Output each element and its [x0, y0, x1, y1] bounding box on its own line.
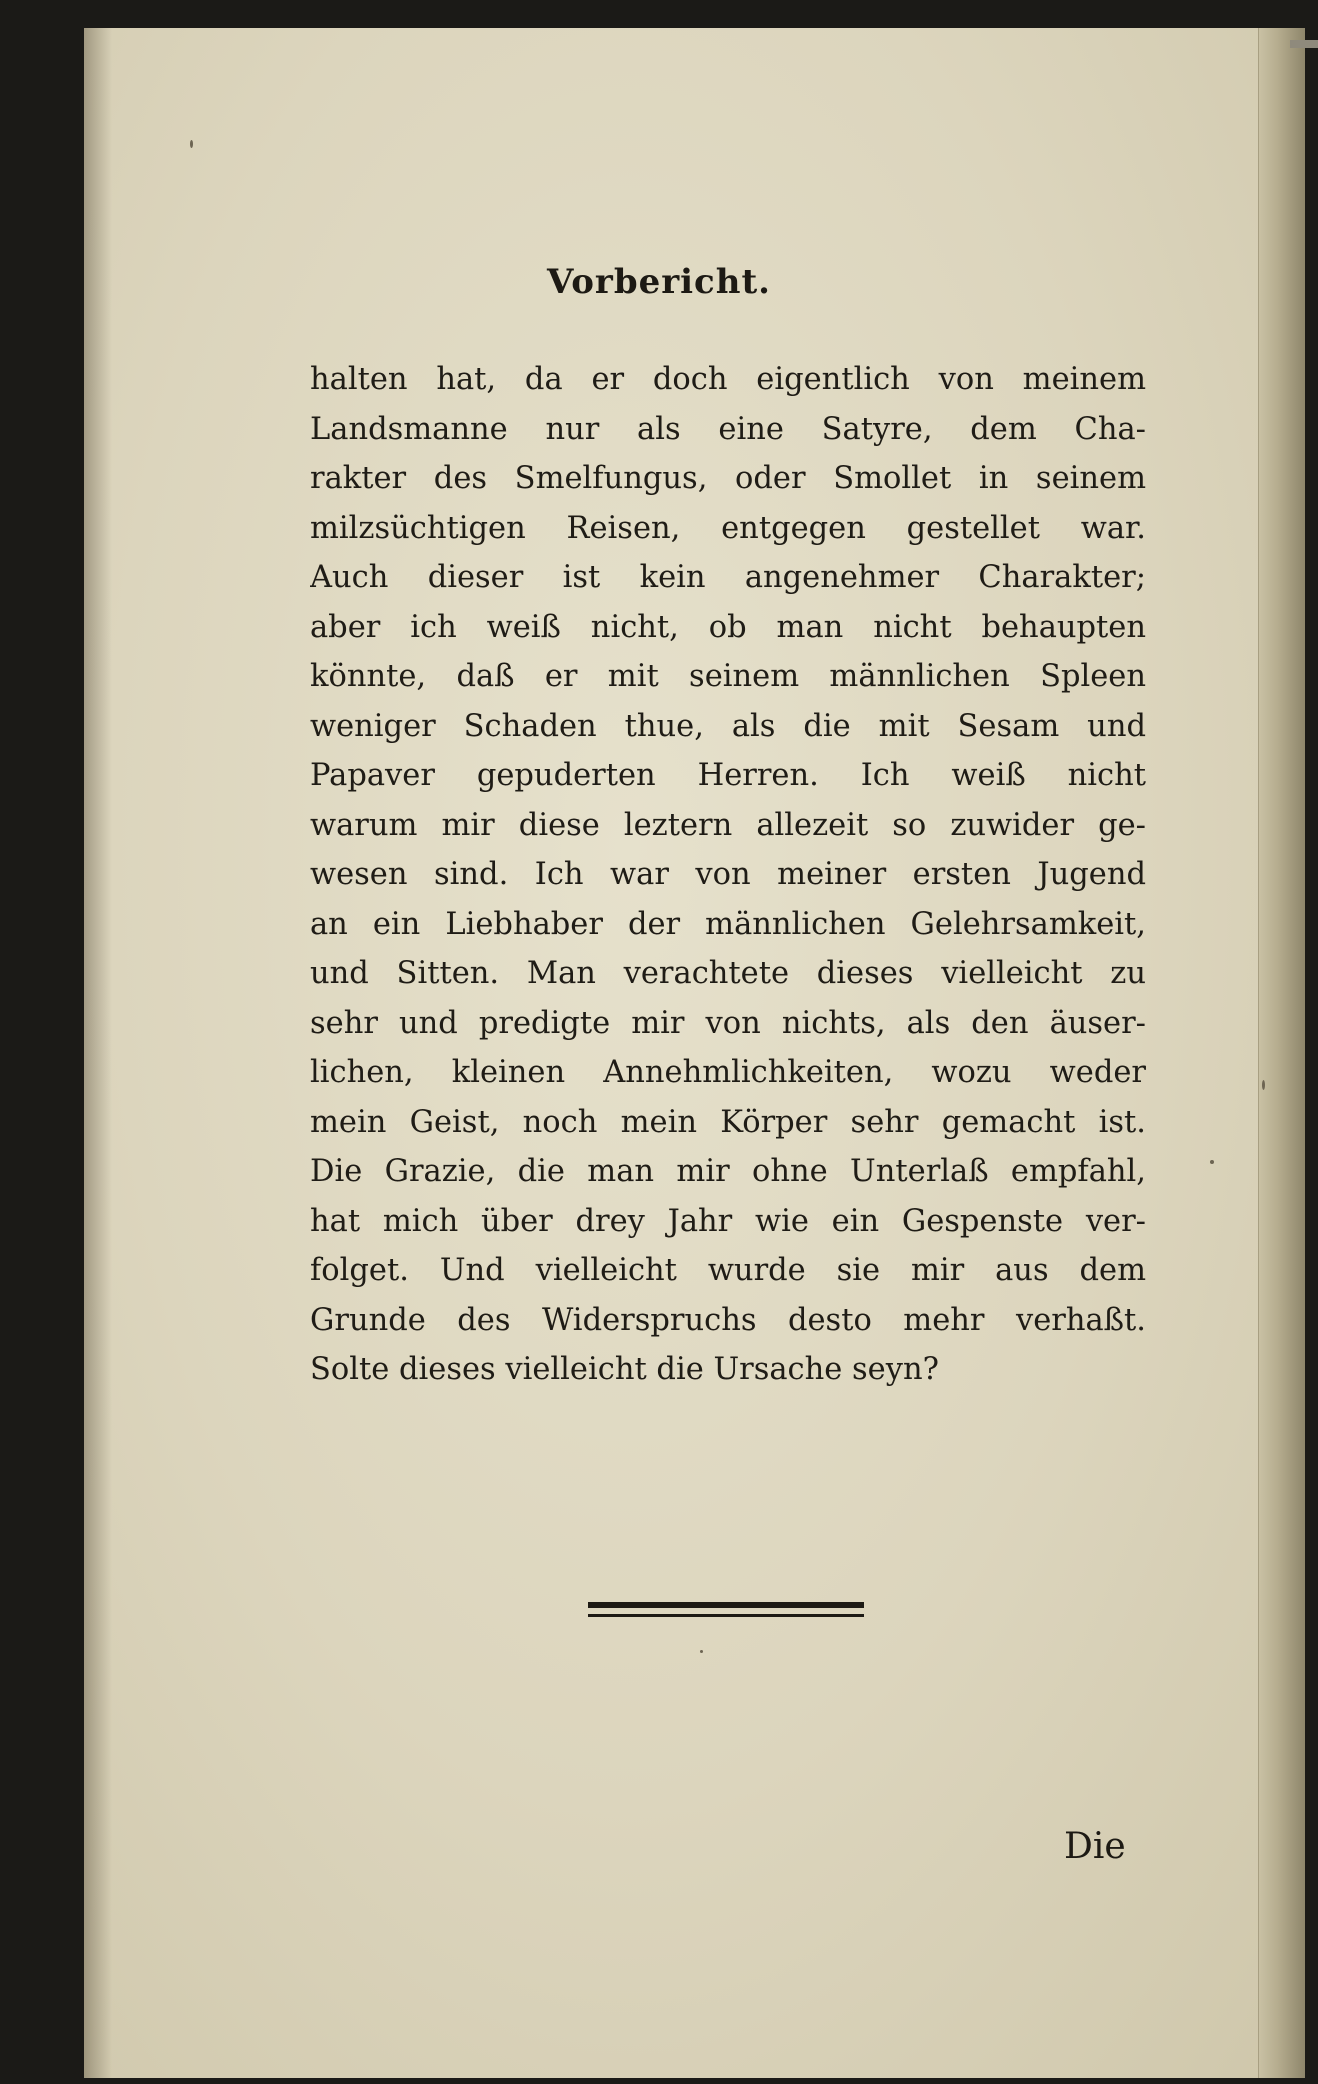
text-line: und Sitten. Man verachtete dieses vielleicht zu	[310, 956, 1146, 991]
paper-speck	[700, 1650, 703, 1653]
section-rule-thin	[588, 1614, 864, 1617]
text-line: wesen sind. Ich war von meiner ersten Jugend	[310, 857, 1146, 892]
text-line: Landsmanne nur als eine Satyre, dem Cha-	[310, 411, 1146, 447]
page-edge-mark	[1290, 40, 1318, 48]
text-line: milzsüchtigen Reisen, entgegen gestellet war.	[310, 510, 1146, 546]
text-line: Papaver gepuderten Herren. Ich weiß nicht	[310, 758, 1146, 793]
section-rule	[588, 1602, 864, 1608]
paper-speck	[190, 140, 193, 148]
text-line: Grunde des Widerspruchs desto mehr verhaßt.	[310, 1302, 1146, 1338]
text-line: mein Geist, noch mein Körper sehr gemacht ist.	[310, 1104, 1146, 1140]
text-line: aber ich weiß nicht, ob man nicht behaupten	[310, 609, 1146, 645]
paper-speck	[1262, 1080, 1265, 1090]
body-text	[310, 355, 1146, 1395]
text-line: lichen, kleinen Annehmlichkeiten, wozu weder	[310, 1055, 1146, 1090]
text-line: Auch dieser ist kein angenehmer Charakter;	[310, 560, 1146, 595]
catchword: Die	[1064, 1826, 1126, 1867]
page-edge	[1258, 28, 1305, 2078]
text-line: folget. Und vielleicht wurde sie mir aus dem	[310, 1253, 1146, 1288]
paper-speck	[1210, 1160, 1214, 1164]
gutter-shadow	[84, 28, 112, 2078]
text-line: sehr und predigte mir von nichts, als den äuser-	[310, 1005, 1146, 1041]
text-line: halten hat, da er doch eigentlich von meinem	[310, 362, 1146, 397]
text-line: Solte dieses vielleicht die Ursache seyn?	[310, 1352, 939, 1387]
text-line: hat mich über drey Jahr wie ein Gespenste ver-	[310, 1203, 1146, 1239]
text-line: Die Grazie, die man mir ohne Unterlaß empfahl,	[310, 1154, 1146, 1189]
running-head: Vorbericht.	[546, 262, 772, 302]
text-line: weniger Schaden thue, als die mit Sesam und	[310, 708, 1146, 744]
text-line: warum mir diese leztern allezeit so zuwider ge-	[310, 807, 1146, 843]
text-line: könnte, daß er mit seinem männlichen Spleen	[310, 659, 1146, 694]
text-line: an ein Liebhaber der männlichen Gelehrsamkeit,	[310, 906, 1146, 942]
text-line: rakter des Smelfungus, oder Smollet in seinem	[310, 461, 1146, 496]
